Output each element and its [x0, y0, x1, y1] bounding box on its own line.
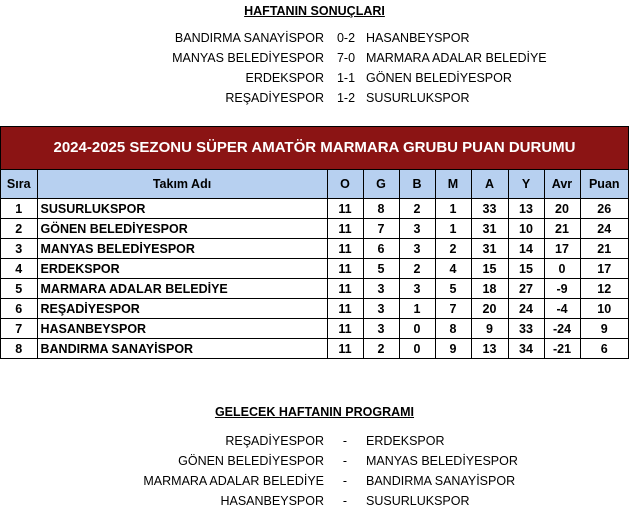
won-cell: 2 — [363, 339, 399, 359]
goals-against-cell: 14 — [508, 239, 544, 259]
points-cell: 6 — [580, 339, 628, 359]
lost-cell: 4 — [435, 259, 471, 279]
lost-cell: 1 — [435, 219, 471, 239]
goals-for-cell: 15 — [471, 259, 508, 279]
goals-for-cell: 9 — [471, 319, 508, 339]
goals-for-cell: 33 — [471, 199, 508, 219]
drawn-cell: 0 — [399, 339, 435, 359]
won-cell: 3 — [363, 279, 399, 299]
points-cell: 24 — [580, 219, 628, 239]
drawn-cell: 1 — [399, 299, 435, 319]
goals-against-cell: 27 — [508, 279, 544, 299]
won-cell: 5 — [363, 259, 399, 279]
fixture-away-team: BANDIRMA SANAYİSPOR — [366, 474, 516, 488]
results-list — [0, 28, 629, 108]
standings-title: 2024-2025 SEZONU SÜPER AMATÖR MARMARA GRUBU PUAN DURUMU — [1, 126, 628, 170]
standings-header-row — [1, 170, 628, 199]
average-cell: -9 — [544, 279, 580, 299]
result-row — [0, 88, 629, 108]
col-header-played: O — [327, 170, 363, 199]
played-cell: 11 — [327, 279, 363, 299]
standings-table-container — [0, 126, 629, 359]
fixture-away-team: SUSURLUKSPOR — [366, 494, 470, 508]
result-row — [0, 28, 629, 48]
col-header-average: Avr — [544, 170, 580, 199]
lost-cell: 1 — [435, 199, 471, 219]
result-home-team: REŞADİYESPOR — [225, 91, 324, 105]
col-header-goals-against: Y — [508, 170, 544, 199]
table-row — [1, 199, 628, 219]
drawn-cell: 0 — [399, 319, 435, 339]
played-cell: 11 — [327, 199, 363, 219]
lost-cell: 9 — [435, 339, 471, 359]
fixture-home-team: HASANBEYSPOR — [220, 494, 324, 508]
fixture-separator: - — [342, 434, 348, 448]
average-cell: 20 — [544, 199, 580, 219]
goals-for-cell: 18 — [471, 279, 508, 299]
played-cell: 11 — [327, 339, 363, 359]
points-cell: 26 — [580, 199, 628, 219]
drawn-cell: 3 — [399, 279, 435, 299]
fixture-row — [0, 431, 629, 451]
won-cell: 7 — [363, 219, 399, 239]
average-cell: -4 — [544, 299, 580, 319]
result-away-team: MARMARA ADALAR BELEDİYE — [366, 51, 547, 65]
goals-against-cell: 24 — [508, 299, 544, 319]
played-cell: 11 — [327, 239, 363, 259]
table-row — [1, 279, 628, 299]
team-cell: SUSURLUKSPOR — [37, 199, 327, 219]
result-home-team: ERDEKSPOR — [245, 71, 324, 85]
col-header-lost: M — [435, 170, 471, 199]
goals-for-cell: 31 — [471, 239, 508, 259]
fixtures-list — [0, 431, 629, 511]
won-cell: 3 — [363, 319, 399, 339]
result-home-team: BANDIRMA SANAYİSPOR — [174, 31, 324, 45]
drawn-cell: 3 — [399, 219, 435, 239]
fixture-separator: - — [342, 494, 348, 508]
points-cell: 10 — [580, 299, 628, 319]
average-cell: 21 — [544, 219, 580, 239]
points-cell: 17 — [580, 259, 628, 279]
col-header-goals-for: A — [471, 170, 508, 199]
result-away-team: GÖNEN BELEDİYESPOR — [366, 71, 512, 85]
fixtures-heading: GELECEK HAFTANIN PROGRAMI — [214, 405, 415, 419]
result-score: 1-1 — [336, 71, 356, 85]
result-away-team: HASANBEYSPOR — [366, 31, 470, 45]
rank-cell: 8 — [1, 339, 37, 359]
played-cell: 11 — [327, 319, 363, 339]
rank-cell: 5 — [1, 279, 37, 299]
played-cell: 11 — [327, 219, 363, 239]
fixture-away-team: ERDEKSPOR — [366, 434, 445, 448]
fixture-home-team: MARMARA ADALAR BELEDİYE — [143, 474, 324, 488]
fixture-separator: - — [342, 474, 348, 488]
result-away-team: SUSURLUKSPOR — [366, 91, 470, 105]
rank-cell: 1 — [1, 199, 37, 219]
played-cell: 11 — [327, 259, 363, 279]
team-cell: ERDEKSPOR — [37, 259, 327, 279]
lost-cell: 2 — [435, 239, 471, 259]
fixture-row — [0, 471, 629, 491]
drawn-cell: 2 — [399, 259, 435, 279]
fixture-home-team: GÖNEN BELEDİYESPOR — [178, 454, 324, 468]
table-row — [1, 259, 628, 279]
goals-against-cell: 34 — [508, 339, 544, 359]
result-score: 7-0 — [336, 51, 356, 65]
table-row — [1, 239, 628, 259]
points-cell: 21 — [580, 239, 628, 259]
table-row — [1, 299, 628, 319]
standings-table — [1, 170, 628, 359]
fixture-away-team: MANYAS BELEDİYESPOR — [366, 454, 518, 468]
goals-against-cell: 10 — [508, 219, 544, 239]
played-cell: 11 — [327, 299, 363, 319]
won-cell: 6 — [363, 239, 399, 259]
goals-against-cell: 33 — [508, 319, 544, 339]
table-row — [1, 219, 628, 239]
col-header-points: Puan — [580, 170, 628, 199]
points-cell: 9 — [580, 319, 628, 339]
goals-against-cell: 13 — [508, 199, 544, 219]
fixture-home-team: REŞADİYESPOR — [225, 434, 324, 448]
lost-cell: 5 — [435, 279, 471, 299]
col-header-team: Takım Adı — [37, 170, 327, 199]
rank-cell: 3 — [1, 239, 37, 259]
result-row — [0, 68, 629, 88]
col-header-rank: Sıra — [1, 170, 37, 199]
won-cell: 8 — [363, 199, 399, 219]
rank-cell: 2 — [1, 219, 37, 239]
goals-for-cell: 13 — [471, 339, 508, 359]
result-score: 0-2 — [336, 31, 356, 45]
results-heading: HAFTANIN SONUÇLARI — [244, 4, 385, 18]
won-cell: 3 — [363, 299, 399, 319]
lost-cell: 8 — [435, 319, 471, 339]
col-header-drawn: B — [399, 170, 435, 199]
goals-for-cell: 31 — [471, 219, 508, 239]
team-cell: REŞADİYESPOR — [37, 299, 327, 319]
fixture-row — [0, 451, 629, 471]
team-cell: GÖNEN BELEDİYESPOR — [37, 219, 327, 239]
col-header-won: G — [363, 170, 399, 199]
result-home-team: MANYAS BELEDİYESPOR — [172, 51, 324, 65]
team-cell: MARMARA ADALAR BELEDİYE — [37, 279, 327, 299]
points-cell: 12 — [580, 279, 628, 299]
table-row — [1, 319, 628, 339]
lost-cell: 7 — [435, 299, 471, 319]
drawn-cell: 3 — [399, 239, 435, 259]
fixture-row — [0, 491, 629, 511]
rank-cell: 7 — [1, 319, 37, 339]
rank-cell: 4 — [1, 259, 37, 279]
average-cell: 17 — [544, 239, 580, 259]
result-score: 1-2 — [336, 91, 356, 105]
drawn-cell: 2 — [399, 199, 435, 219]
rank-cell: 6 — [1, 299, 37, 319]
average-cell: -24 — [544, 319, 580, 339]
average-cell: -21 — [544, 339, 580, 359]
goals-for-cell: 20 — [471, 299, 508, 319]
goals-against-cell: 15 — [508, 259, 544, 279]
result-row — [0, 48, 629, 68]
average-cell: 0 — [544, 259, 580, 279]
team-cell: MANYAS BELEDİYESPOR — [37, 239, 327, 259]
team-cell: HASANBEYSPOR — [37, 319, 327, 339]
table-row — [1, 339, 628, 359]
team-cell: BANDIRMA SANAYİSPOR — [37, 339, 327, 359]
fixture-separator: - — [342, 454, 348, 468]
